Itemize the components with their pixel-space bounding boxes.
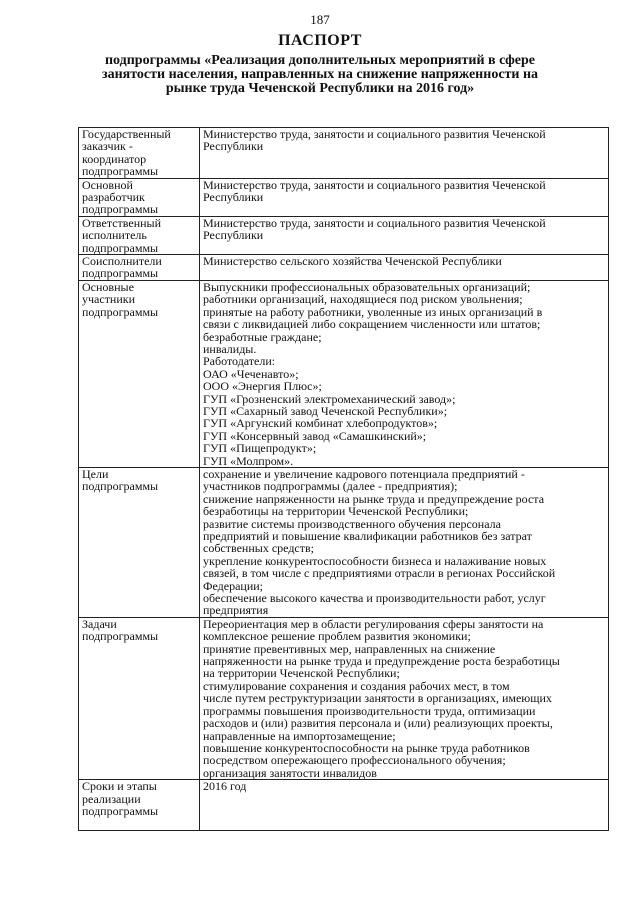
row-label-line: Основной: [82, 177, 133, 192]
table-row: [79, 128, 609, 179]
row-label-line: Цели: [82, 466, 109, 481]
row-value-cell: [200, 128, 609, 179]
row-value-line: ОАО «Чеченавто»;: [203, 366, 299, 381]
row-label-line: участники: [82, 292, 136, 307]
row-value-line: Министерство труда, занятости и социального развития Чеченской: [203, 177, 546, 192]
row-value-line: Федерации;: [203, 578, 264, 593]
row-label-line: координатор: [82, 151, 147, 166]
table-row: [79, 467, 609, 617]
row-value-line: организация занятости инвалидов: [203, 765, 377, 780]
row-label-line: подпрограммы: [82, 266, 159, 281]
row-value-line: программы повышения производительности труда, оптимизации: [203, 703, 536, 718]
row-value-line: безработицы на территории Чеченской Республики;: [203, 504, 469, 519]
table-row: [79, 617, 609, 779]
row-value-line: укрепление конкурентоспособности бизнеса и налаживание новых: [203, 553, 547, 568]
row-value-line: посредством опережающего профессионального обучения;: [203, 753, 506, 768]
row-value-line: числе путем реструктуризации занятости в организациях, имеющих: [203, 691, 552, 706]
row-label-line: Основные: [82, 279, 134, 294]
row-value-line: инвалиды.: [203, 341, 257, 356]
document-title: ПАСПОРТ: [278, 32, 362, 49]
row-label-line: Сроки и этапы: [82, 779, 157, 794]
passport-table: [78, 127, 609, 831]
row-value-line: ООО «Энергия Плюс»;: [203, 379, 322, 394]
table-row: [79, 216, 609, 254]
row-label-cell: [79, 216, 200, 254]
row-value-cell: [200, 280, 609, 467]
row-value-line: Работодатели:: [203, 354, 276, 369]
row-label-line: Ответственный: [82, 215, 162, 230]
row-value-line: ГУП «Грозненский электромеханический завод»;: [203, 391, 456, 406]
row-label-line: подпрограммы: [82, 803, 159, 818]
row-value-line: ГУП «Сахарный завод Чеченской Республики»;: [203, 403, 448, 418]
subtitle-line: рынке труда Чеченской Республики на 2016 год»: [165, 81, 475, 96]
row-value-line: принятие превентивных мер, направленных на снижение: [203, 641, 496, 656]
row-value-line: предприятий и повышение квалификации работников без затрат: [203, 529, 532, 543]
row-label-cell: [79, 255, 200, 281]
row-label-cell: [79, 617, 200, 779]
row-value-cell: [200, 467, 609, 617]
row-value-line: Министерство труда, занятости и социального развития Чеченской: [203, 127, 546, 141]
row-value-line: Выпускники профессиональных образовательных организаций;: [203, 279, 531, 294]
row-value-cell: [200, 780, 609, 831]
row-value-line: безработные граждане;: [203, 329, 322, 344]
row-value-line: ГУП «Консервный завод «Самашкинский»;: [203, 428, 427, 443]
row-value-line: ГУП «Пищепродукт»;: [203, 441, 317, 456]
row-label-cell: [79, 280, 200, 467]
row-label-line: подпрограммы: [82, 164, 159, 179]
row-value-line: работники организаций, находящиеся под риском увольнения;: [203, 292, 523, 307]
page-number: 187: [310, 12, 330, 27]
subtitle-line: занятости населения, направленных на снижение напряженности на: [101, 67, 539, 82]
document-subtitle: [0, 54, 640, 96]
row-value-cell: [200, 178, 609, 216]
row-value-line: Министерство сельского хозяйства Чеченской Республики: [203, 254, 502, 269]
passport-table-body: [79, 128, 609, 831]
row-label-line: реализации: [82, 791, 141, 806]
row-label-line: подпрограммы: [82, 202, 159, 217]
row-value-line: связей, в том числе с предприятиями отрасли в регионах Российской: [203, 566, 556, 581]
row-value-line: снижение напряженности на рынке труда и предупреждение роста: [203, 491, 545, 506]
row-label-line: Задачи: [82, 616, 117, 631]
row-label-cell: [79, 780, 200, 831]
row-value-line: 2016 год: [203, 779, 247, 794]
row-value-line: сохранение и увеличение кадрового потенциала предприятий -: [203, 466, 525, 481]
row-value-line: принятые на работу работники, уволенные из иных организаций в: [203, 304, 543, 319]
row-value-line: ГУП «Аргунский комбинат хлебопродуктов»;: [203, 416, 438, 431]
row-value-line: комплексное решение проблем развития экономики;: [203, 629, 471, 644]
row-value-line: собственных средств;: [203, 541, 314, 556]
row-label-cell: [79, 467, 200, 617]
row-value-line: предприятия: [203, 603, 269, 618]
row-label-cell: [79, 128, 200, 179]
row-value-cell: [200, 255, 609, 281]
row-value-line: Республики: [203, 139, 264, 154]
row-value-line: стимулирование сохранения и создания рабочих мест, в том: [203, 678, 510, 693]
row-label-line: подпрограммы: [82, 479, 159, 494]
row-value-line: Республики: [203, 190, 264, 205]
row-label-line: заказчик -: [82, 139, 133, 154]
row-value-line: направленные на импортозамещение;: [203, 728, 396, 743]
row-value-line: повышение конкурентоспособности на рынке труда работников: [203, 740, 530, 755]
row-value-line: развитие системы производственного обучения персонала: [203, 516, 501, 531]
row-value-line: напряженности на рынке труда и предупреждение роста безработицы: [203, 654, 560, 669]
row-value-line: ГУП «Молпром».: [203, 453, 294, 468]
row-label-line: Соисполнители: [82, 254, 162, 269]
table-row: [79, 255, 609, 281]
row-value-cell: [200, 216, 609, 254]
row-value-line: обеспечение высокого качества и производительности работ, услуг: [203, 591, 546, 606]
row-value-line: Республики: [203, 228, 264, 243]
row-value-line: расходов и (или) развития персонала и (или) реализующих проекты,: [203, 716, 553, 731]
row-label-cell: [79, 178, 200, 216]
row-label-line: разработчик: [82, 190, 145, 205]
row-value-line: связи с ликвидацией либо сокращением численности или штатов;: [203, 317, 541, 332]
row-value-line: на территории Чеченской Республики;: [203, 666, 400, 681]
table-row: [79, 780, 609, 831]
row-label-line: Государственный: [82, 127, 171, 141]
row-label-line: исполнитель: [82, 228, 147, 243]
table-row: [79, 178, 609, 216]
subtitle-line: подпрограммы «Реализация дополнительных мероприятий в сфере: [104, 53, 536, 68]
row-value-line: Министерство труда, занятости и социального развития Чеченской: [203, 215, 546, 230]
table-row: [79, 280, 609, 467]
row-label-line: подпрограммы: [82, 629, 159, 644]
row-value-line: участников подпрограммы (далее - предприятия);: [203, 479, 458, 494]
row-value-cell: [200, 617, 609, 779]
row-label-line: подпрограммы: [82, 304, 159, 319]
row-label-line: подпрограммы: [82, 240, 159, 255]
row-value-line: Переориентация мер в области регулирования сферы занятости на: [203, 616, 544, 631]
